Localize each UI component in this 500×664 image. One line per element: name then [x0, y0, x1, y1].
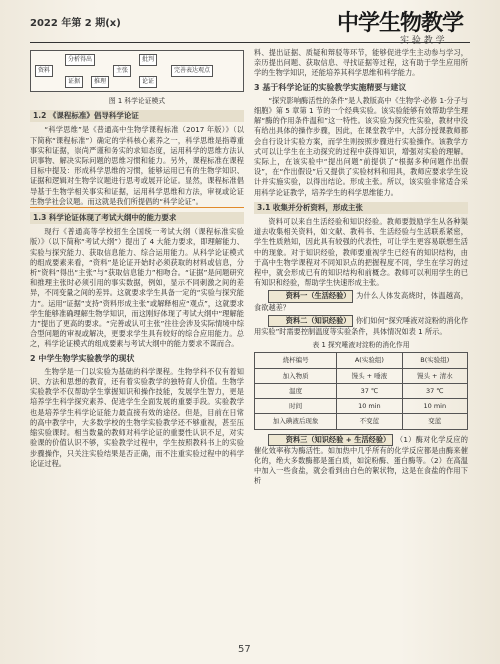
table-cell: 温度	[255, 383, 337, 398]
header-divider	[30, 42, 470, 43]
table-row	[255, 383, 468, 398]
table-caption: 表 1 探究唾液对淀粉的消化作用	[312, 341, 410, 350]
table-cell: 变蓝	[402, 414, 467, 429]
section-2-text: 生物学是一门以实验为基础的科学课程。生物学科不仅有着知识、方法和思想的教育，还有着实验教学的独特育人价值。生物学实验教学不仅帮助学生掌握知识和操作技能，发展学生智力，更是培养学生科学探究素养、促进学生全面发展的重要手段。实验教学也是培养学生科学论证能力最直接有效的途径。但是，目前在日常的高中教学中，大多数学校的生物学实验教学还不够重视，甚至压缩实验课时。相当数量的教师对科学论证的重要性认识不足，对实验课的价值认识不够，实验教学过程中，学生按照教科书上的实验步骤操作，只关注实验结果是否正确，而不注重实验过程中的科学论证过程。	[30, 366, 244, 468]
resource-1-text: 为什么人体发高烧时，体温越高，食欲越差？	[254, 291, 468, 312]
resource-2-text: 你们如何“探究唾液对淀粉的消化作用实验”时需要控制温度等实验条件，具体情况如表 1 所示。	[254, 315, 468, 337]
resource-3-text: （1）酶对化学反应的催化效率称为酶活性。如加热中几乎所有的化学反应都是由酶来催化的，绝大多数酶都是蛋白质，如淀粉酶、蛋白酶等。（2）在高温中加入一些食盐，就会看到由白色的絮状物，这是在食盐的作用下析	[254, 434, 468, 486]
section-3-text: “探究影响酶活性的条件”是人教版高中《生物学·必修 1·分子与细胞》第 5 章第 1 节的一个经典实验。该实验能够有效帮助学生理解“酶的作用条件温和”这一特性。该实验为探究性实验，教材中没有给出具体的操作步骤，因此，在课堂教学中，大部分授课教师都会自行设计实验方案，而学生则按照步骤进行实验操作。该教学方式可以让学生在主动探究的过程中获得知识，增强对实验的理解。实际上，在该实验中“提出问题”前提供了“根据多种问题作出假设”，在“作出假设”后又提供了实验材料和用具，教师应要求学生设计并实施实验，以得出结论。形成主张。所以，该实验非常适合采用科学论证教学，培养学生的科学思维能力。	[254, 95, 468, 197]
table-cell: 馒头 + 清水	[402, 368, 467, 383]
fig-box-data: 资料	[35, 65, 53, 77]
table-header: B(实验组)	[402, 353, 467, 368]
left-column	[30, 48, 244, 471]
table-cell: 10 min	[337, 399, 402, 414]
resource-2	[254, 315, 468, 337]
table-header: A(实验组)	[337, 353, 402, 368]
fig-box-refine: 完善表达观点	[171, 65, 213, 77]
table-cell: 加入物质	[255, 368, 337, 383]
resource-2-label: 资料二（知识经验）	[268, 315, 353, 327]
journal-logo: 中学生物教学	[337, 10, 464, 36]
table-cell: 加入碘液后现象	[255, 414, 337, 429]
resource-3	[254, 434, 468, 487]
page-number: 57	[238, 644, 251, 655]
table-header: 烧杯编号	[255, 353, 337, 368]
fig-box-analysis: 分析得出	[65, 54, 95, 66]
section-3-title: 3 基于科学论证的实验教学实施精要与建议	[254, 82, 407, 92]
resource-3-label: 资料三（知识经验 + 生活经验）	[268, 434, 393, 446]
figure-caption: 图 1 科学论证模式	[108, 97, 166, 105]
resource-1-label: 资料一（生活经验）	[268, 290, 353, 302]
table-cell: 时间	[255, 399, 337, 414]
section-1-3-text: 现行《普通高等学校招生全国统一考试大纲（课程标准实验版）》（以下简称“考试大纲”）提出了 4 大能力要求，即理解能力、实验与探究能力、获取信息能力、综合运用能力。从科学论证模式的组成要素来看，“资料”是论证开始时必须获取的材料或信息，分析“资料”得出“主张”与“获取信息能力”相吻合。“证据”是问题研究和推理主张时必须引用的事实数据，例如，显示不同刺激之间的差异，不同变量之间的差异。这就要求学生具备一定的“实验与探究能力”。运用“证据”支持“资料形成主张”或解释相应“观点”，这就要求学生能够准确理解生物学知识，而这刚好体现了考试大纲中“理解能力”提出了更高的要求。“完善或认可主张”往往会涉及实际情境中综合型问题的审视或解决，更要求学生具有较好的综合应用能力。总之，科学论证模式的组成要素与考试大纲中的能力要求不谋而合。	[30, 227, 244, 349]
table-cell: 10 min	[402, 399, 467, 414]
right-column	[254, 48, 468, 489]
fig-box-claim: 主张	[113, 65, 131, 77]
table-cell: 37 ℃	[402, 383, 467, 398]
table-header-row	[255, 353, 468, 368]
section-1-2-title: 1.2 《课程标准》倡导科学论证	[30, 110, 244, 122]
table-cell: 不变蓝	[337, 414, 402, 429]
fig-box-reasoning: 推理	[91, 76, 109, 88]
table-cell: 37 ℃	[337, 383, 402, 398]
table-row	[255, 368, 468, 383]
section-1-3-title: 1.3 科学论证体现了考试大纲中的能力要求	[30, 212, 244, 224]
experiment-table	[254, 352, 468, 429]
fig-box-argue: 论证	[139, 76, 157, 88]
fig-box-evidence: 证据	[65, 76, 83, 88]
fig-box-critique: 批判	[139, 54, 157, 66]
table-row	[255, 399, 468, 414]
table-cell: 馒头 + 唾液	[337, 368, 402, 383]
section-label: 实 验 教 学	[400, 36, 445, 46]
table-row	[255, 414, 468, 429]
section-3-1-title: 3.1 收集并分析资料，形成主张	[254, 202, 468, 214]
section-3-1-text: 资料可以来自生活经验和知识经验。教师要鼓励学生从各种渠道去收集相关资料，如文献、教科书、生活经验与生活联系紧密，学生性质熟知，因此具有较强的代表性，可让学生更容易联想生活中的现象。对于知识经验，教师要重视学生已经有的知识结构，由于高中生物学课程对不同知识点的把握程度不同，学生在学习的过程中，就会形成已有的知识结构和前概念。教师可以利用学生的已有知识和经验，帮助学生快速形成主张。	[254, 217, 468, 288]
continued-text: 料、提出证据、质疑和辩驳等环节，能够促进学生主动参与学习，亲历提出问题、获取信息、寻找证据等过程，这有助于学生应用所学的生物学知识，还能培养其科学思维和科学能力。	[254, 48, 468, 78]
resource-1	[254, 290, 468, 312]
section-2-title: 2 中学生物学实验教学的现状	[30, 353, 135, 363]
section-1-2-text: “科学思维”是《普通高中生物学课程标准（2017 年版）》（以下简称“课程标准”）确定的学科核心素养之一，科学思维是指尊重事实和证据，崇尚严谨和务实的求知态度，运用科学的思维方法认识事物、解决实际问题的思维习惯和能力。另外，课程标准在课程目标中提及：形成科学思维的习惯，能够运用已有的生物学知识、证据和逻辑对生物学议题进行思考或展开论证。显然，课程标准倡导基于生物学相关事实和证据，运用科学思维和方法，审视或论证生物学社会议题。而这就是我们所提倡的“科学论证”。	[30, 125, 244, 208]
issue-label: 2022 年第 2 期(x)	[30, 18, 121, 29]
argument-model-figure	[30, 50, 244, 92]
